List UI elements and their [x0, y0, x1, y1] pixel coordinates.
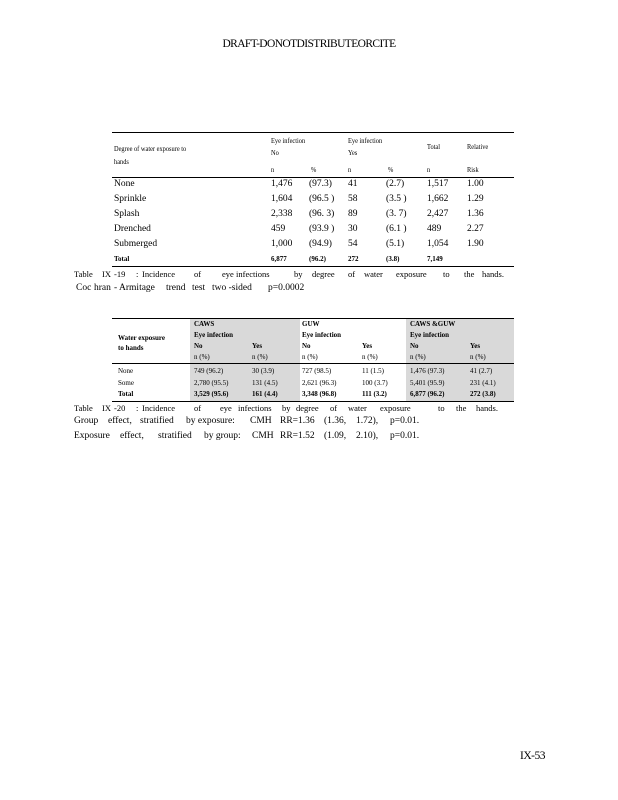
header-eye-infection: Eye infection: [410, 331, 450, 339]
header-rule: [112, 363, 514, 364]
header-degree-2: hands: [114, 157, 129, 166]
cell: 2,780 (95.5): [194, 379, 229, 387]
header-water-exposure-2: to hands: [118, 344, 144, 352]
group-caws: CAWS: [194, 320, 215, 328]
cell: 11 (1.5): [362, 367, 384, 375]
table-top-rule: [112, 318, 514, 319]
cell: 5,401 (95.9): [410, 379, 445, 387]
header-no: No: [194, 342, 203, 350]
row-label: Total: [118, 390, 134, 398]
cell: 100 (3.7): [362, 379, 388, 387]
group-both: CAWS &GUW: [410, 320, 456, 328]
cell: 3,348 (96.8): [302, 390, 337, 398]
header-n-pct: n (%): [470, 353, 486, 361]
subheader-n: n: [271, 165, 275, 174]
cell: 2,621 (96.3): [302, 379, 337, 387]
header-rule: [112, 177, 514, 178]
cell: 727 (98.5): [302, 367, 332, 375]
cell: 6,877 (96.2): [410, 390, 445, 398]
cell: 111 (3.2): [362, 390, 387, 398]
group-guw: GUW: [302, 320, 320, 328]
header-n-pct: n (%): [302, 353, 318, 361]
header-degree: Degree of water exposure to: [114, 144, 187, 153]
table-top-rule: [112, 132, 514, 133]
header-n-pct: n (%): [194, 353, 210, 361]
header-eye-yes: Eye infection: [348, 136, 383, 145]
table-total-row: Total 6,877 (96.2) 272 (3.8) 7,149: [114, 255, 443, 263]
header-eye-infection: Eye infection: [194, 331, 234, 339]
header-total: Total: [427, 142, 441, 151]
table-row: Sprinkle 1,604 (96.5 ) 58 (3.5 ) 1,662 1.29: [114, 194, 484, 204]
header-yes: Yes: [470, 342, 481, 350]
header-eye-no-2: No: [271, 148, 279, 157]
cell: 231 (4.1): [470, 379, 496, 387]
table-row: Drenched 459 (93.9 ) 30 (6.1 ) 489 2.27: [114, 224, 484, 234]
subheader-risk: Risk: [467, 165, 479, 174]
header-eye-yes-2: Yes: [348, 148, 358, 157]
cell: 749 (96.2): [194, 367, 224, 375]
page-header: DRAFT-DONOTDISTRIBUTEORCITE: [222, 38, 396, 50]
header-eye-infection: Eye infection: [302, 331, 342, 339]
cell: 30 (3.9): [252, 367, 275, 375]
table-row: None 1,476 (97.3) 41 (2.7) 1,517 1.00: [114, 179, 484, 189]
header-water-exposure: Water exposure: [118, 334, 165, 342]
table-row: Splash 2,338 (96. 3) 89 (3. 7) 2,427 1.36: [114, 209, 484, 219]
page-number: IX-53: [520, 750, 545, 762]
cell: 1,476 (97.3): [410, 367, 445, 375]
table-bottom-rule: [112, 401, 514, 402]
header-eye-no: Eye infection: [271, 136, 306, 145]
cell: 131 (4.5): [252, 379, 278, 387]
header-n-pct: n (%): [410, 353, 426, 361]
cell: 3,529 (95.6): [194, 390, 229, 398]
header-no: No: [410, 342, 419, 350]
table-row: Submerged 1,000 (94.9) 54 (5.1) 1,054 1.90: [114, 239, 484, 249]
row-label: None: [118, 367, 134, 375]
subheader-pct: %: [311, 165, 317, 174]
subheader-n: n: [348, 165, 352, 174]
subheader-pct: %: [388, 165, 394, 174]
header-yes: Yes: [362, 342, 373, 350]
row-label: Some: [118, 379, 134, 387]
header-relative-risk: Relative: [467, 142, 489, 151]
header-yes: Yes: [252, 342, 263, 350]
table-bottom-rule: [112, 266, 514, 267]
header-no: No: [302, 342, 311, 350]
cell: 41 (2.7): [470, 367, 493, 375]
header-n-pct: n (%): [252, 353, 268, 361]
cell: 272 (3.8): [470, 390, 496, 398]
cell: 161 (4.4): [252, 390, 278, 398]
subheader-n: n: [427, 165, 431, 174]
header-n-pct: n (%): [362, 353, 378, 361]
